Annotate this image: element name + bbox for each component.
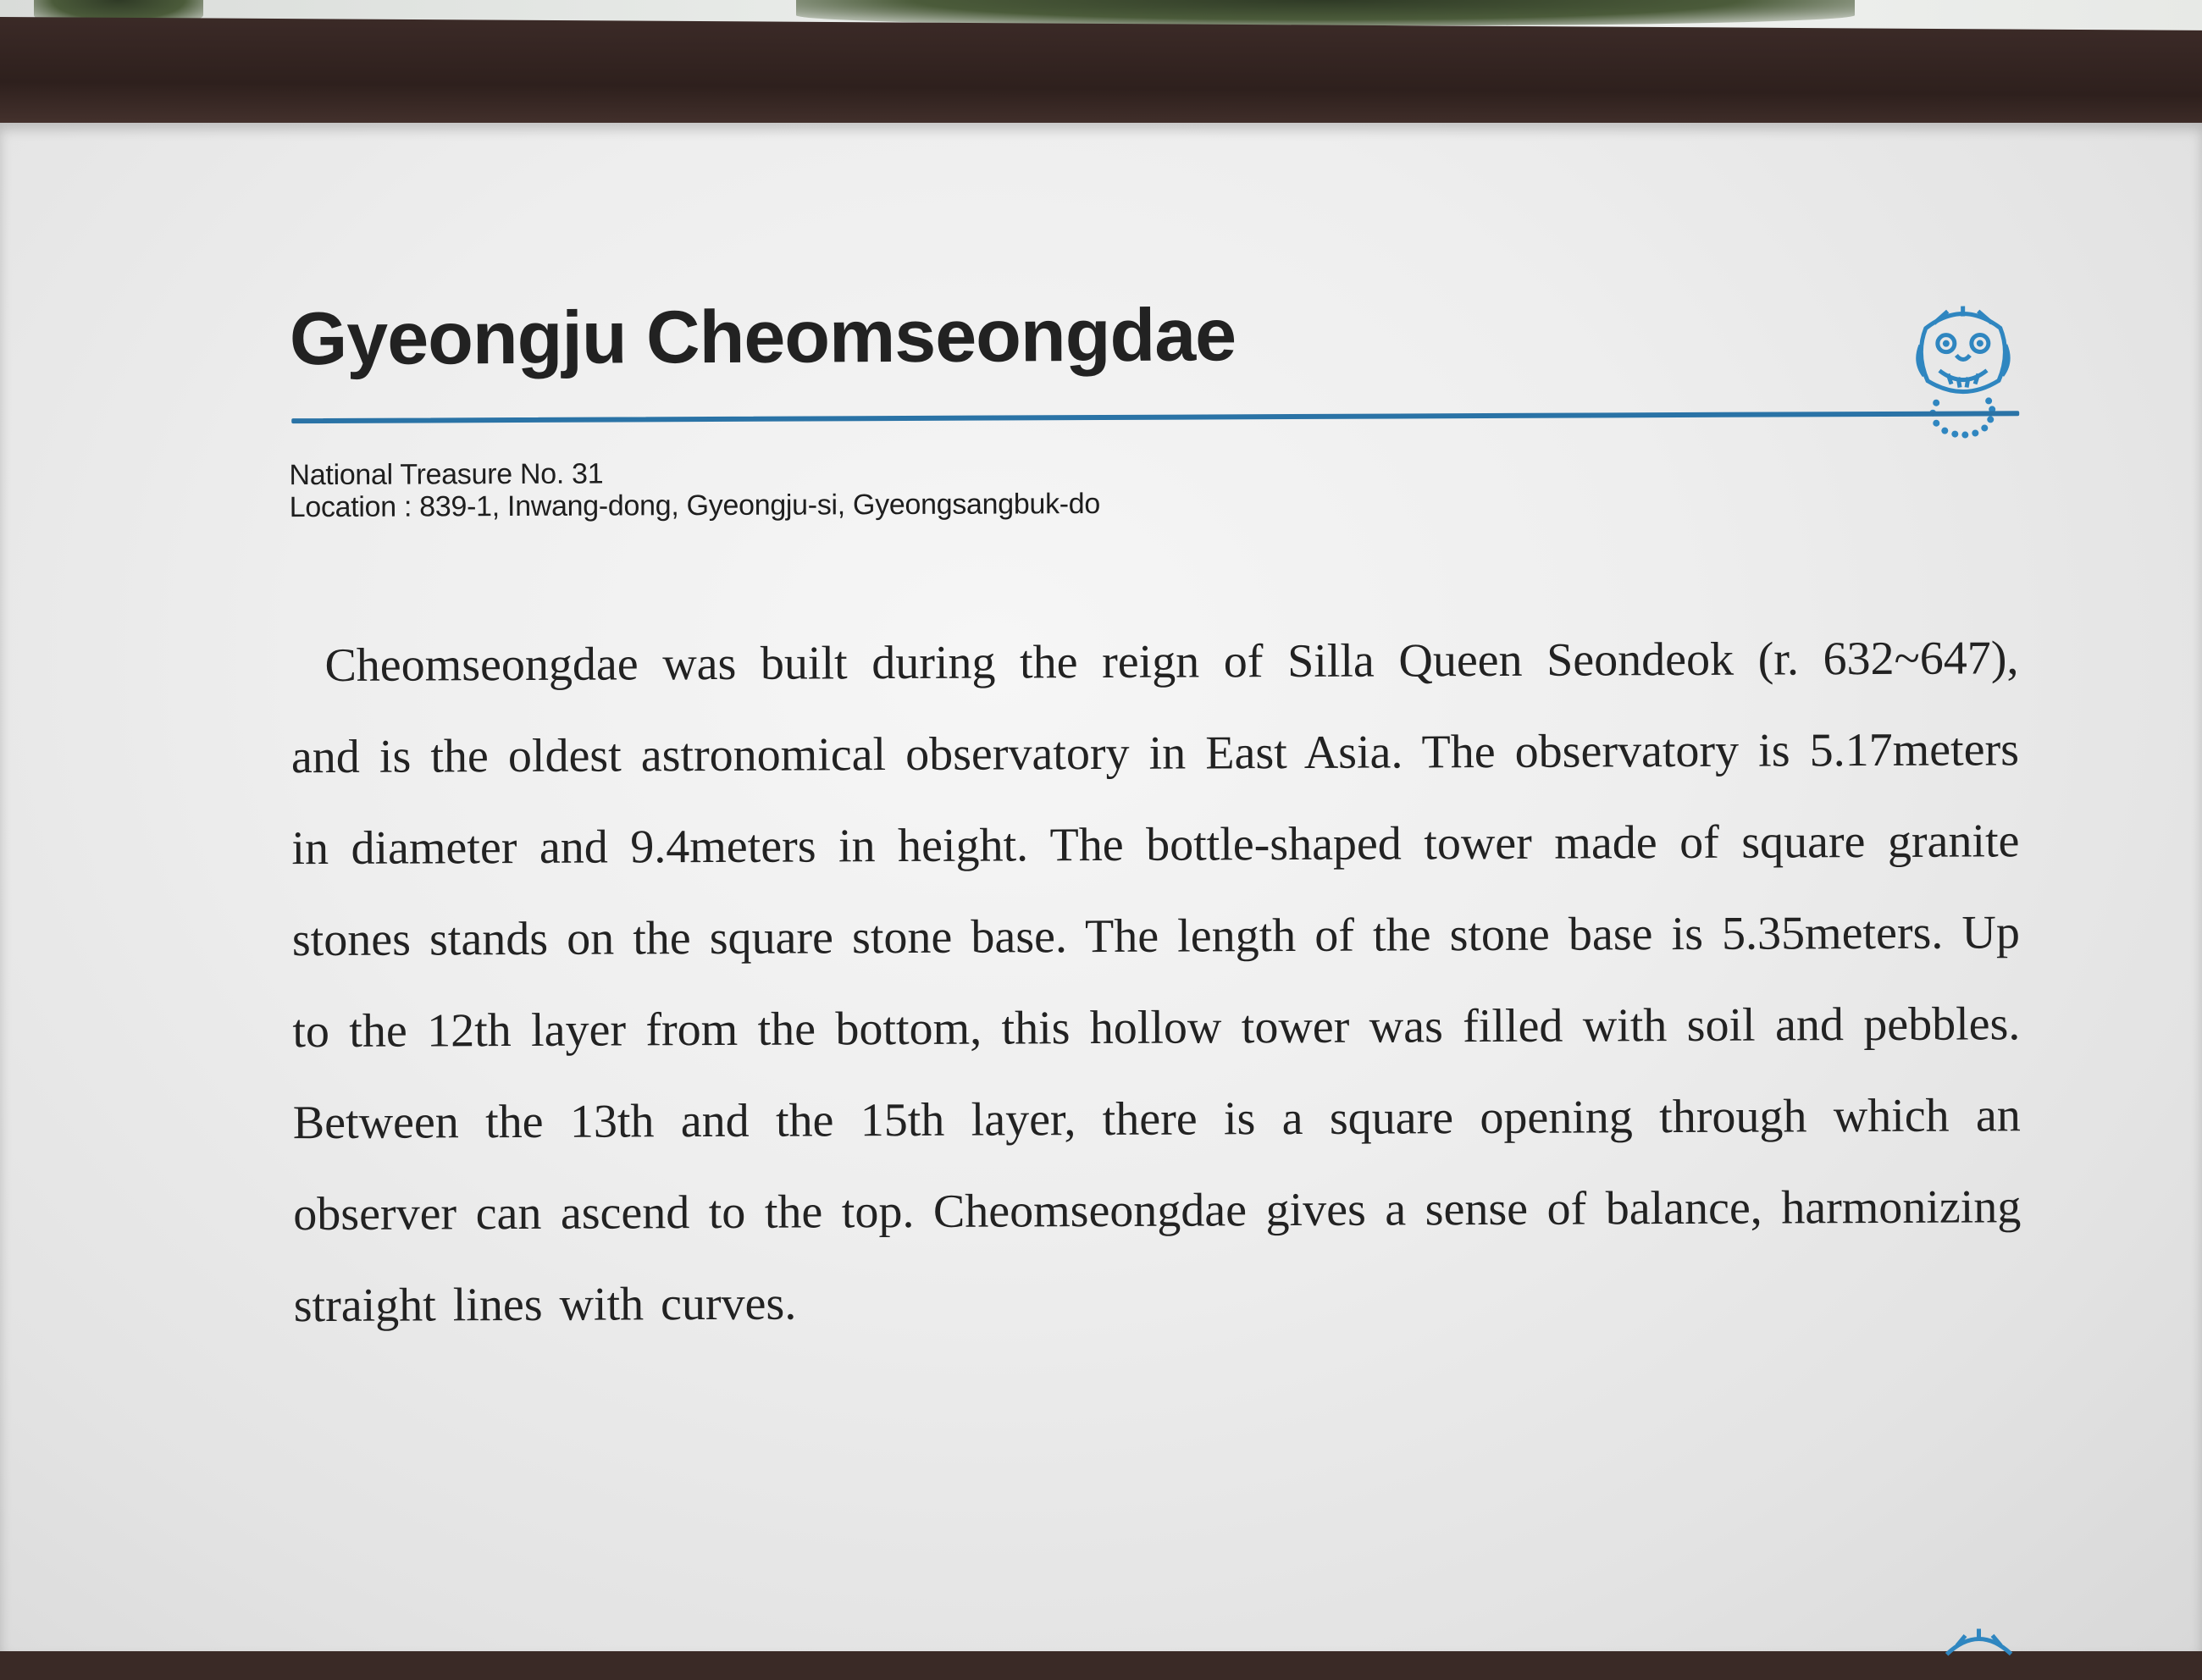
sign-metadata [289,456,1100,523]
title-underline [291,411,2019,423]
description-paragraph: Cheomseongdae was built during the reign of Silla Queen Seondeok (r. 632~647), and is the oldest astronomical observatory in East Asia. The observatory is 5.17meters in diameter and 9.4meters in height. The bottle-shaped tower made of square granite stones stands on the square stone base. The length of the stone base is 5.35meters. Up to the 12th layer from the bottom, this hollow tower was filled with soil and pebbles. Between the 13th and the 15th layer, there is a square opening through which an observer can ascend to the top. Cheomseongdae gives a sense of balance, harmonizing straight lines with curves. [290,632,2022,1333]
guardian-emblem-icon [1936,1620,2021,1671]
location-text: Location : 839-1, Inwang-dong, Gyeongju-si, Gyeongsangbuk-do [289,488,1101,524]
designation-text: National Treasure No. 31 [289,457,604,492]
guardian-emblem-icon [1914,302,2013,439]
sign-title: Gyeongju Cheomseongdae [289,292,1237,381]
